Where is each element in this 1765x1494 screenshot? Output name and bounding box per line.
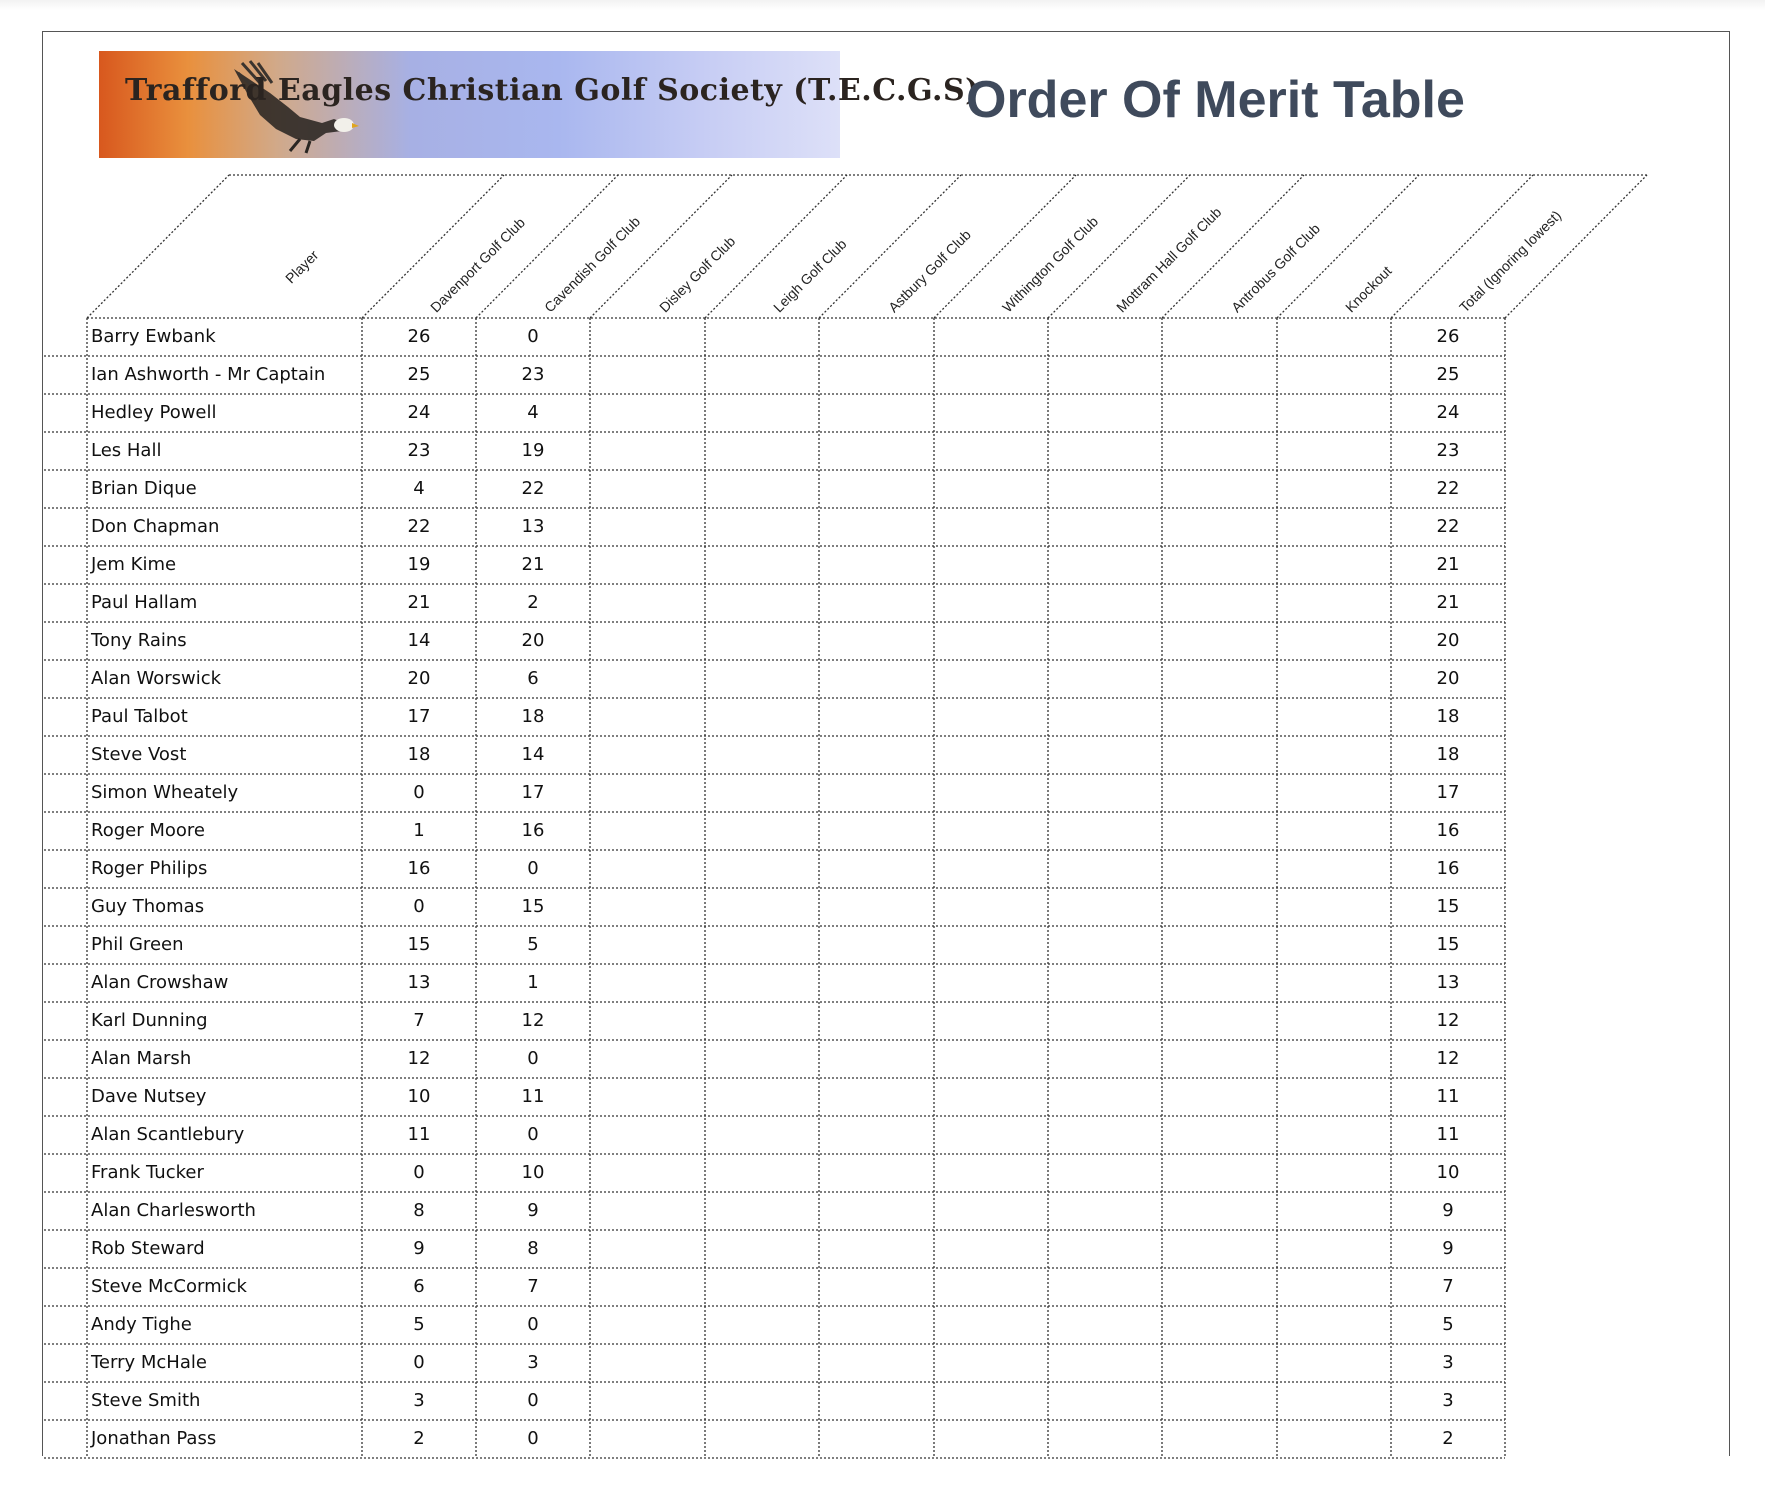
header-mottram-hall: Mottram Hall Golf Club <box>1113 203 1225 316</box>
total-score: 20 <box>1436 630 1460 651</box>
cavendish-score: 12 <box>521 1010 545 1031</box>
player-name: Roger Moore <box>91 820 205 841</box>
player-name: Terry McHale <box>91 1352 207 1373</box>
header-total: Total (Ignoring lowest) <box>1456 207 1565 316</box>
davenport-score: 3 <box>413 1390 425 1411</box>
header-diagonal-0 <box>87 175 229 318</box>
cavendish-score: 22 <box>521 478 545 499</box>
player-name: Ian Ashworth - Mr Captain <box>91 364 326 385</box>
cavendish-score: 10 <box>521 1162 545 1183</box>
cavendish-score: 20 <box>521 630 545 651</box>
total-score: 26 <box>1436 326 1460 347</box>
total-score: 18 <box>1436 706 1460 727</box>
total-score: 11 <box>1436 1124 1460 1145</box>
player-name: Andy Tighe <box>91 1314 192 1335</box>
cavendish-score: 9 <box>527 1200 539 1221</box>
header-leigh: Leigh Golf Club <box>770 235 850 316</box>
total-score: 12 <box>1436 1010 1460 1031</box>
davenport-score: 0 <box>413 1352 425 1373</box>
total-score: 3 <box>1442 1390 1454 1411</box>
cavendish-score: 1 <box>527 972 539 993</box>
total-score: 15 <box>1436 896 1460 917</box>
player-name: Steve McCormick <box>91 1276 247 1297</box>
davenport-score: 2 <box>413 1428 425 1449</box>
cavendish-score: 23 <box>521 364 545 385</box>
total-score: 15 <box>1436 934 1460 955</box>
cavendish-score: 5 <box>527 934 539 955</box>
player-name: Alan Marsh <box>91 1048 192 1069</box>
header-withington: Withington Golf Club <box>999 213 1102 316</box>
total-score: 16 <box>1436 820 1460 841</box>
davenport-score: 0 <box>413 1162 425 1183</box>
davenport-score: 14 <box>407 630 431 651</box>
header-knockout: Knockout <box>1342 262 1395 316</box>
cavendish-score: 16 <box>521 820 545 841</box>
cavendish-score: 0 <box>527 1428 539 1449</box>
davenport-score: 1 <box>413 820 425 841</box>
davenport-score: 0 <box>413 896 425 917</box>
total-score: 18 <box>1436 744 1460 765</box>
davenport-score: 10 <box>407 1086 431 1107</box>
davenport-score: 0 <box>413 782 425 803</box>
player-name: Alan Scantlebury <box>91 1124 245 1145</box>
cavendish-score: 0 <box>527 1048 539 1069</box>
davenport-score: 16 <box>407 858 431 879</box>
total-score: 9 <box>1442 1200 1454 1221</box>
header-astbury: Astbury Golf Club <box>884 226 974 316</box>
player-name: Barry Ewbank <box>91 326 216 347</box>
davenport-score: 9 <box>413 1238 425 1259</box>
player-name: Jem Kime <box>91 554 177 575</box>
total-score: 22 <box>1436 516 1460 537</box>
player-name: Phil Green <box>91 934 184 955</box>
cavendish-score: 21 <box>521 554 545 575</box>
cavendish-score: 0 <box>527 1124 539 1145</box>
total-score: 25 <box>1436 364 1460 385</box>
page-title: Order Of Merit Table <box>966 71 1465 129</box>
total-score: 13 <box>1436 972 1460 993</box>
total-score: 7 <box>1442 1276 1454 1297</box>
total-score: 2 <box>1442 1428 1454 1449</box>
player-name: Dave Nutsey <box>91 1086 207 1107</box>
davenport-score: 11 <box>407 1124 431 1145</box>
cavendish-score: 3 <box>527 1352 539 1373</box>
player-name: Hedley Powell <box>91 402 217 423</box>
cavendish-score: 15 <box>521 896 545 917</box>
total-score: 24 <box>1436 402 1460 423</box>
cavendish-score: 18 <box>521 706 545 727</box>
cavendish-score: 14 <box>521 744 545 765</box>
davenport-score: 21 <box>407 592 431 613</box>
davenport-score: 20 <box>407 668 431 689</box>
total-score: 21 <box>1436 554 1460 575</box>
player-name: Paul Talbot <box>91 706 188 727</box>
total-score: 21 <box>1436 592 1460 613</box>
cavendish-score: 4 <box>527 402 539 423</box>
player-name: Guy Thomas <box>91 896 205 917</box>
davenport-score: 19 <box>407 554 431 575</box>
davenport-score: 4 <box>413 478 425 499</box>
cavendish-score: 7 <box>527 1276 539 1297</box>
cavendish-score: 0 <box>527 1314 539 1335</box>
davenport-score: 13 <box>407 972 431 993</box>
cavendish-score: 0 <box>527 1390 539 1411</box>
total-score: 23 <box>1436 440 1460 461</box>
davenport-score: 17 <box>407 706 431 727</box>
player-name: Alan Charlesworth <box>91 1200 256 1221</box>
davenport-score: 7 <box>413 1010 425 1031</box>
total-score: 20 <box>1436 668 1460 689</box>
cavendish-score: 2 <box>527 592 539 613</box>
player-name: Les Hall <box>91 440 162 461</box>
total-score: 16 <box>1436 858 1460 879</box>
player-name: Frank Tucker <box>91 1162 204 1183</box>
cavendish-score: 17 <box>521 782 545 803</box>
player-name: Roger Philips <box>91 858 208 879</box>
header-antrobus: Antrobus Golf Club <box>1227 220 1323 316</box>
cavendish-score: 0 <box>527 326 539 347</box>
davenport-score: 15 <box>407 934 431 955</box>
header-disley: Disley Golf Club <box>655 233 738 316</box>
player-name: Steve Vost <box>91 744 187 765</box>
davenport-score: 8 <box>413 1200 425 1221</box>
total-score: 11 <box>1436 1086 1460 1107</box>
cavendish-score: 0 <box>527 858 539 879</box>
davenport-score: 23 <box>407 440 431 461</box>
davenport-score: 6 <box>413 1276 425 1297</box>
player-name: Paul Hallam <box>91 592 198 613</box>
header-cavendish: Cavendish Golf Club <box>541 213 644 316</box>
player-name: Karl Dunning <box>91 1010 208 1031</box>
total-score: 22 <box>1436 478 1460 499</box>
banner-text: Trafford Eagles Christian Golf Society (T.E.C.G.S) <box>125 73 980 108</box>
cavendish-score: 8 <box>527 1238 539 1259</box>
player-name: Alan Crowshaw <box>91 972 229 993</box>
davenport-score: 5 <box>413 1314 425 1335</box>
cavendish-score: 11 <box>521 1086 545 1107</box>
player-name: Rob Steward <box>91 1238 205 1259</box>
davenport-score: 22 <box>407 516 431 537</box>
davenport-score: 25 <box>407 364 431 385</box>
total-score: 17 <box>1436 782 1460 803</box>
total-score: 10 <box>1436 1162 1460 1183</box>
davenport-score: 24 <box>407 402 431 423</box>
total-score: 9 <box>1442 1238 1454 1259</box>
header-davenport: Davenport Golf Club <box>427 214 529 316</box>
cavendish-score: 6 <box>527 668 539 689</box>
player-name: Alan Worswick <box>91 668 222 689</box>
header-player: Player <box>282 246 322 287</box>
player-name: Don Chapman <box>91 516 220 537</box>
davenport-score: 18 <box>407 744 431 765</box>
player-name: Steve Smith <box>91 1390 201 1411</box>
player-name: Simon Wheately <box>91 782 239 803</box>
total-score: 5 <box>1442 1314 1454 1335</box>
player-name: Jonathan Pass <box>91 1428 217 1449</box>
davenport-score: 12 <box>407 1048 431 1069</box>
player-name: Tony Rains <box>91 630 187 651</box>
cavendish-score: 13 <box>521 516 545 537</box>
total-score: 3 <box>1442 1352 1454 1373</box>
davenport-score: 26 <box>407 326 431 347</box>
cavendish-score: 19 <box>521 440 545 461</box>
player-name: Brian Dique <box>91 478 197 499</box>
total-score: 12 <box>1436 1048 1460 1069</box>
